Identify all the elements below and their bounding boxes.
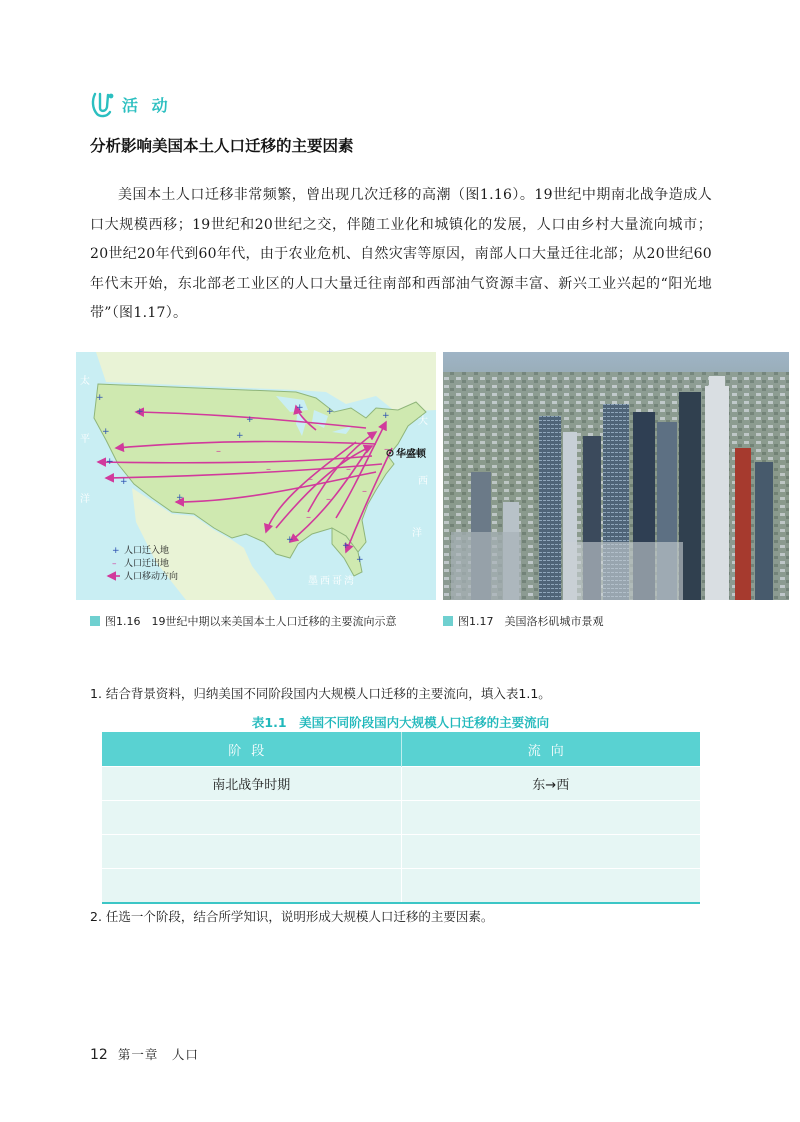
intro-paragraph: 美国本土人口迁移非常频繁，曾出现几次迁移的高潮（图1.16）。19世纪中期南北战争造成人口大规模西移；19世纪和20世纪之交，伴随工业化和城镇化的发展，人口由乡村大量流向城市；20世纪20年代到60年代，由于农业危机、自然灾害等原因，南部人口大量迁往北部；从20世纪60年代末开始，东北部老工业区的人口大量迁往南部和西部油气资源丰富、新兴工业兴起的“阳光地带”（图1.17）。: [90, 187, 712, 321]
table-header-direction: 流向: [401, 732, 700, 767]
migration-table: [102, 732, 700, 904]
svg-text:+: +: [246, 415, 254, 425]
legend-inflow-label: 人口迁入地: [124, 546, 170, 556]
figure-116-caption-text: 图1.16 19世纪中期以来美国本土人口迁移的主要流向示意: [105, 615, 397, 628]
svg-text:+: +: [102, 427, 110, 437]
table-cell-direction[interactable]: [401, 869, 700, 904]
question-2: 2. 任选一个阶段，结合所学知识，说明形成大规模人口迁移的主要因素。: [90, 909, 494, 924]
table-row: [102, 869, 700, 904]
svg-text:+: +: [120, 477, 128, 487]
page-footer: [90, 1045, 199, 1063]
activity-title: 分析影响美国本土人口迁移的主要因素: [90, 137, 354, 155]
svg-text:+: +: [356, 555, 364, 565]
migration-map-figure: [76, 352, 436, 600]
caption-square-icon: [90, 616, 100, 626]
legend-inflow-symbol: +: [112, 546, 120, 556]
svg-text:+: +: [382, 411, 390, 421]
svg-text:+: +: [236, 431, 244, 441]
table-cell-stage[interactable]: [102, 835, 401, 869]
table-cell-stage[interactable]: [102, 801, 401, 835]
table-header-stage: 阶段: [102, 732, 401, 767]
svg-text:–: –: [306, 512, 311, 523]
caption-square-icon: [443, 616, 453, 626]
table-cell-direction[interactable]: [401, 835, 700, 869]
activity-icon: [90, 90, 116, 118]
svg-text:+: +: [136, 407, 144, 417]
svg-text:–: –: [308, 474, 313, 485]
table-row: [102, 767, 700, 801]
svg-text:+: +: [96, 393, 104, 403]
svg-text:+: +: [106, 457, 114, 467]
page-number: 12: [90, 1047, 108, 1063]
atlantic-label-1: 大: [418, 416, 428, 427]
svg-text:–: –: [266, 464, 271, 475]
table-title: 表1.1 美国不同阶段国内大规模人口迁移的主要流向: [251, 715, 550, 730]
table-row: [102, 835, 700, 869]
svg-text:+: +: [296, 403, 304, 413]
table-cell-stage: 南北战争时期: [102, 767, 401, 801]
svg-text:–: –: [216, 446, 221, 457]
activity-label: 活 动: [122, 95, 172, 115]
svg-text:–: –: [326, 494, 331, 505]
legend-direction-label: 人口移动方向: [124, 572, 179, 582]
chapter-label: 第一章 人口: [117, 1047, 199, 1062]
svg-text:+: +: [176, 493, 184, 503]
washington-dot: [389, 452, 391, 454]
pacific-label-2: 平: [80, 434, 90, 445]
table-cell-direction: 东→西: [401, 767, 700, 801]
svg-text:–: –: [346, 464, 351, 475]
table-row: [102, 801, 700, 835]
question-1: 1. 结合背景资料，归纳美国不同阶段国内大规模人口迁移的主要流向，填入表1.1。: [90, 686, 551, 701]
svg-text:–: –: [384, 444, 389, 455]
atlantic-label-2: 西: [418, 476, 428, 487]
svg-text:+: +: [326, 407, 334, 417]
atlantic-label-3: 洋: [412, 528, 422, 539]
pacific-label-3: 洋: [80, 494, 90, 505]
table-cell-direction[interactable]: [401, 801, 700, 835]
legend-outflow-symbol: –: [112, 559, 117, 569]
figure-117-caption: [443, 613, 604, 629]
los-angeles-photo: [443, 352, 789, 600]
activity-header: [90, 89, 172, 119]
legend-outflow-label: 人口迁出地: [124, 559, 170, 569]
migration-map: [76, 352, 436, 600]
gulf-label: 墨西哥湾: [308, 576, 356, 587]
svg-text:+: +: [286, 535, 294, 545]
table-header-row: [102, 732, 700, 767]
figure-117-caption-text: 图1.17 美国洛杉矶城市景观: [458, 615, 604, 628]
washington-label: 华盛顿: [396, 449, 426, 460]
table-cell-stage[interactable]: [102, 869, 401, 904]
city-skyline-illustration: [443, 352, 789, 600]
svg-text:+: +: [342, 541, 350, 551]
pacific-label-1: 太: [80, 376, 90, 387]
figure-116-caption: [90, 613, 397, 629]
svg-text:–: –: [362, 486, 367, 497]
